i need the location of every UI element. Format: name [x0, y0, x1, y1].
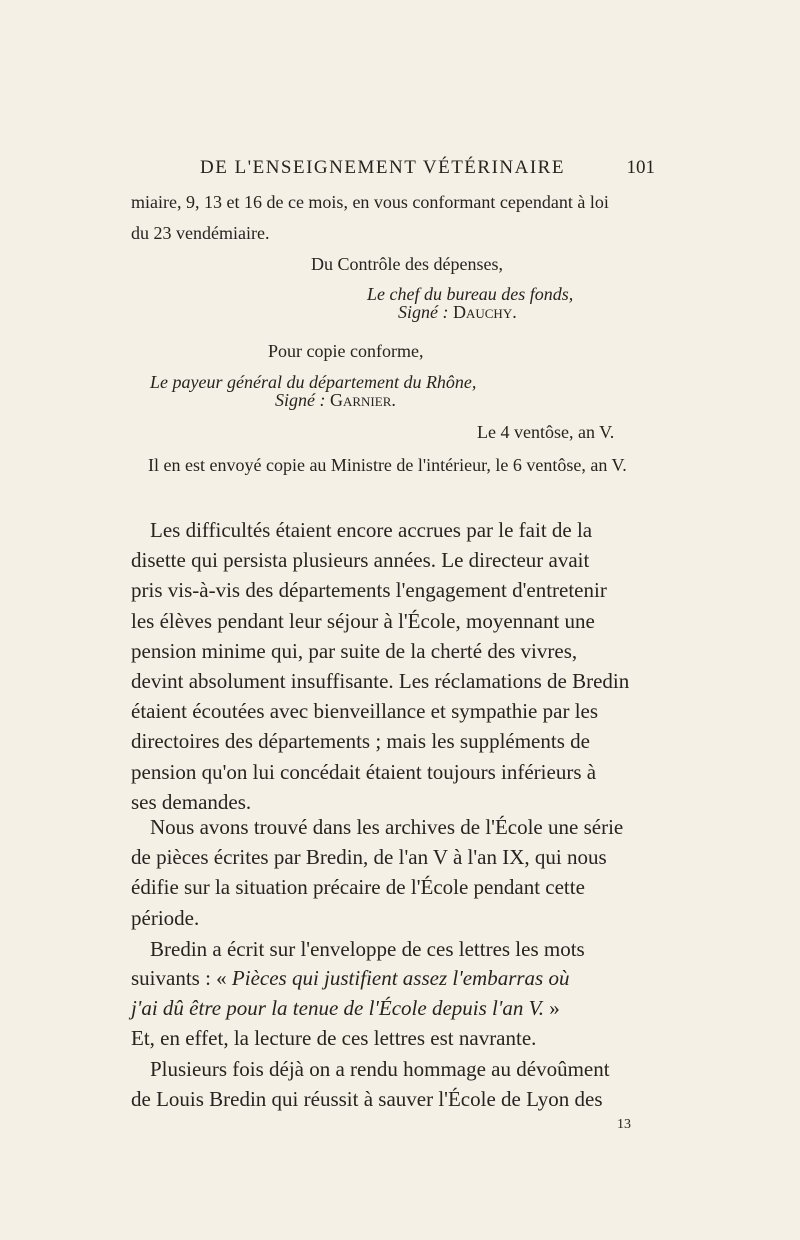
p1-line: ses demandes.	[131, 789, 252, 814]
document-line: du 23 vendémiaire.	[131, 223, 270, 243]
chef-line: Le chef du bureau des fonds,	[367, 284, 574, 304]
p1-line: Les difficultés étaient encore accrues par le fait de la	[150, 518, 593, 542]
paragraph-4-line: Plusieurs fois déjà on a rendu hommage au dévoûment	[150, 1057, 610, 1081]
p1-line: les élèves pendant leur séjour à l'École, moyennant une	[131, 608, 595, 633]
envoye-line: Il en est envoyé copie au Ministre de l'intérieur, le 6 ventôse, an V.	[148, 455, 627, 475]
signatory-name: Dauchy.	[452, 302, 517, 322]
p1-line: directoires des départements ; mais les suppléments de	[131, 729, 590, 754]
paragraph-3-line: suivants : « Pièces qui justifient assez l'embarras où	[131, 966, 570, 990]
page-number: 101	[626, 157, 655, 178]
signature-garnier	[275, 390, 396, 411]
paragraph-4-line: de Louis Bredin qui réussit à sauver l'École de Lyon des	[131, 1087, 603, 1111]
controle-line: Du Contrôle des dépenses,	[311, 254, 503, 274]
p2-line: de pièces écrites par Bredin, de l'an V à l'an IX, qui nous	[131, 845, 607, 870]
signature-mark: 13	[617, 1117, 631, 1132]
date-line: Le 4 ventôse, an V.	[477, 422, 615, 442]
signe-label: Signé :	[398, 302, 449, 322]
p1-line: pension minime qui, par suite de la cherté des vivres,	[131, 638, 578, 663]
running-header	[200, 157, 655, 179]
p1-line: pris vis-à-vis des départements l'engagement d'entretenir	[131, 578, 607, 603]
p2-line: Nous avons trouvé dans les archives de l'École une série	[150, 815, 624, 839]
p2-line: édifie sur la situation précaire de l'École pendant cette	[131, 875, 585, 900]
p2-line: période.	[131, 905, 200, 930]
paragraph-3-line: Bredin a écrit sur l'enveloppe de ces lettres les mots	[150, 937, 585, 961]
running-title: DE L'ENSEIGNEMENT VÉTÉRINAIRE	[200, 157, 565, 178]
p1-line: étaient écoutées avec bienveillance et sympathie par les	[131, 699, 599, 724]
paragraph-3-line: Et, en effet, la lecture de ces lettres est navrante.	[131, 1026, 537, 1050]
payeur-line: Le payeur général du département du Rhône,	[150, 372, 477, 392]
signe-label: Signé :	[275, 390, 326, 410]
copie-line: Pour copie conforme,	[268, 341, 424, 361]
p1-line: pension qu'on lui concédait étaient toujours inférieurs à	[131, 759, 597, 784]
p1-line: devint absolument insuffisante. Les réclamations de Bredin	[131, 669, 630, 693]
document-line: miaire, 9, 13 et 16 de ce mois, en vous conformant cependant à loi	[131, 192, 609, 212]
signature-dauchy	[398, 302, 517, 323]
p1-line: disette qui persista plusieurs années. Le directeur avait	[131, 548, 590, 573]
paragraph-3-line: j'ai dû être pour la tenue de l'École depuis l'an V. »	[131, 996, 560, 1020]
signatory-name: Garnier.	[329, 390, 396, 410]
